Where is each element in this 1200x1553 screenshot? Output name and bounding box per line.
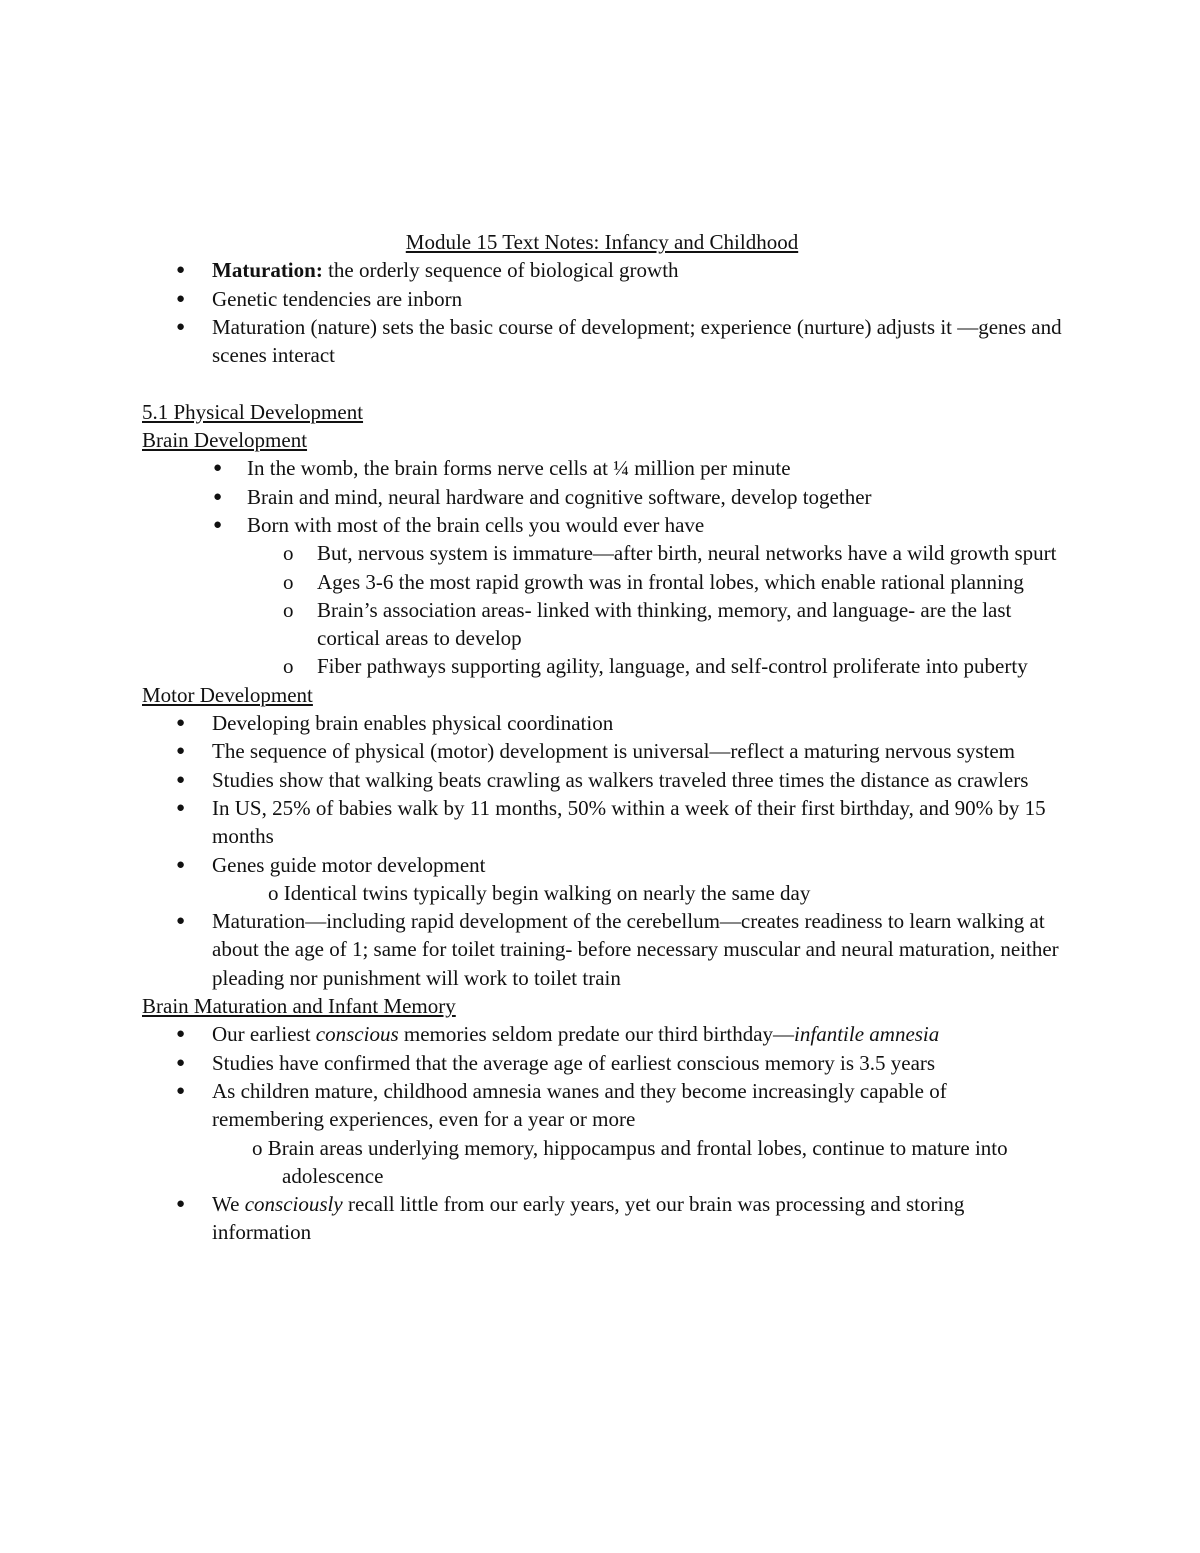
list-item [142,454,1062,482]
list-item [142,511,1062,539]
bullet-marker: ● [176,262,186,279]
circle-marker: o [283,541,294,566]
bullet-marker: ● [176,1082,186,1099]
sub-list-item [142,568,1062,596]
emphasis-text: conscious [315,1022,399,1047]
list-item-text: The sequence of physical (motor) development is universal—reflect a maturing nervous system [212,739,1016,764]
list-item [142,766,1062,794]
bullet-marker: ● [176,715,186,732]
list-item [142,1077,1062,1134]
bullet-marker: ● [176,799,186,816]
list-item [142,256,1062,284]
bullet-marker: ● [176,318,186,335]
circle-marker: o [283,654,294,679]
page-title: Module 15 Text Notes: Infancy and Childhood [405,230,799,254]
sub-list-item-text: Fiber pathways supporting agility, language, and self-control proliferate into puberty [317,654,1028,679]
bullet-marker: ● [176,1026,186,1043]
list-item [142,907,1062,992]
list-item [142,737,1062,765]
list-item-text: We [212,1192,245,1217]
bullet-marker: ● [176,290,186,307]
bullet-marker: ● [176,913,186,930]
section-heading: 5.1 Physical Development [142,399,364,424]
sub-list-item [142,652,1062,680]
sub-list-item-text: Brain’s association areas- linked with thinking, memory, and language- are the last cortical areas to develop [317,597,1012,651]
list-item-text: Maturation (nature) sets the basic course of development; experience (nurture) adjusts it —genes and scenes interact [212,314,1062,368]
spacer [142,369,1062,397]
list-item-text: In the womb, the brain forms nerve cells at ¼ million per minute [247,456,791,481]
list-item-text: recall little from our early years, yet our brain was processing and storing information [212,1192,965,1245]
sub-list-item-text: But, nervous system is immature—after birth, neural networks have a wild growth spurt [317,541,1057,566]
bullet-marker: ● [176,1196,186,1213]
list-item-text: In US, 25% of babies walk by 11 months, 50% within a week of their first birthday, and 90% by 15 months [212,795,1046,849]
subsection-heading-brain: Brain Development [142,428,308,453]
list-item-text: As children mature, childhood amnesia wanes and they become increasingly capable of remembering experiences, even for a year or more [212,1078,947,1132]
list-item [142,313,1062,370]
bullet-marker: ● [176,1054,186,1071]
list-item [142,709,1062,737]
list-item [142,1190,1062,1247]
list-item [142,794,1062,851]
subsection-heading-memory: Brain Maturation and Infant Memory [142,994,456,1019]
list-item [142,483,1062,511]
term-definition: the orderly sequence of biological growth [322,258,679,283]
subsection-heading-motor: Motor Development [142,682,313,707]
list-item [142,851,1062,879]
list-item-text: Studies show that walking beats crawling as walkers traveled three times the distance as crawlers [212,767,1029,792]
list-item-text: Our earliest [212,1022,316,1047]
bullet-marker: ● [176,771,186,788]
bullet-marker: ● [213,460,223,477]
list-item [142,1049,1062,1077]
list-item-text: Studies have confirmed that the average age of earliest conscious memory is 3.5 years [212,1050,936,1075]
list-item-text: Developing brain enables physical coordination [212,711,614,736]
list-item-text: memories seldom predate our third birthday— [398,1022,795,1047]
sub-list-item-text: Ages 3-6 the most rapid growth was in frontal lobes, which enable rational planning [317,569,1024,594]
list-item [142,285,1062,313]
list-item [142,1020,1062,1048]
list-item-text: Maturation—including rapid development of the cerebellum—creates readiness to learn walking at about the age of 1; same for toilet training- before necessary muscular and neural maturation, neither pleading nor punishment will work to toilet train [212,909,1059,990]
sub-list-item: o Brain areas underlying memory, hippocampus and frontal lobes, continue to mature into adolescence [252,1135,1008,1188]
list-item-text: Genetic tendencies are inborn [212,286,463,311]
list-item-text: Genes guide motor development [212,852,486,877]
bullet-marker: ● [176,743,186,760]
list-item-text: Born with most of the brain cells you would ever have [247,512,705,537]
term-maturation: Maturation: [212,258,323,283]
bullet-marker: ● [176,856,186,873]
emphasis-text: infantile amnesia [794,1022,940,1047]
sub-list-item: o Identical twins typically begin walking on nearly the same day [268,880,811,905]
sub-list-item [142,596,1062,653]
circle-marker: o [283,569,294,594]
sub-list-item [142,539,1062,567]
bullet-marker: ● [213,516,223,533]
emphasis-text: consciously [244,1192,343,1217]
notes-content [142,228,1062,1247]
circle-marker: o [283,597,294,622]
list-item-text: Brain and mind, neural hardware and cognitive software, develop together [247,484,872,509]
bullet-marker: ● [213,488,223,505]
